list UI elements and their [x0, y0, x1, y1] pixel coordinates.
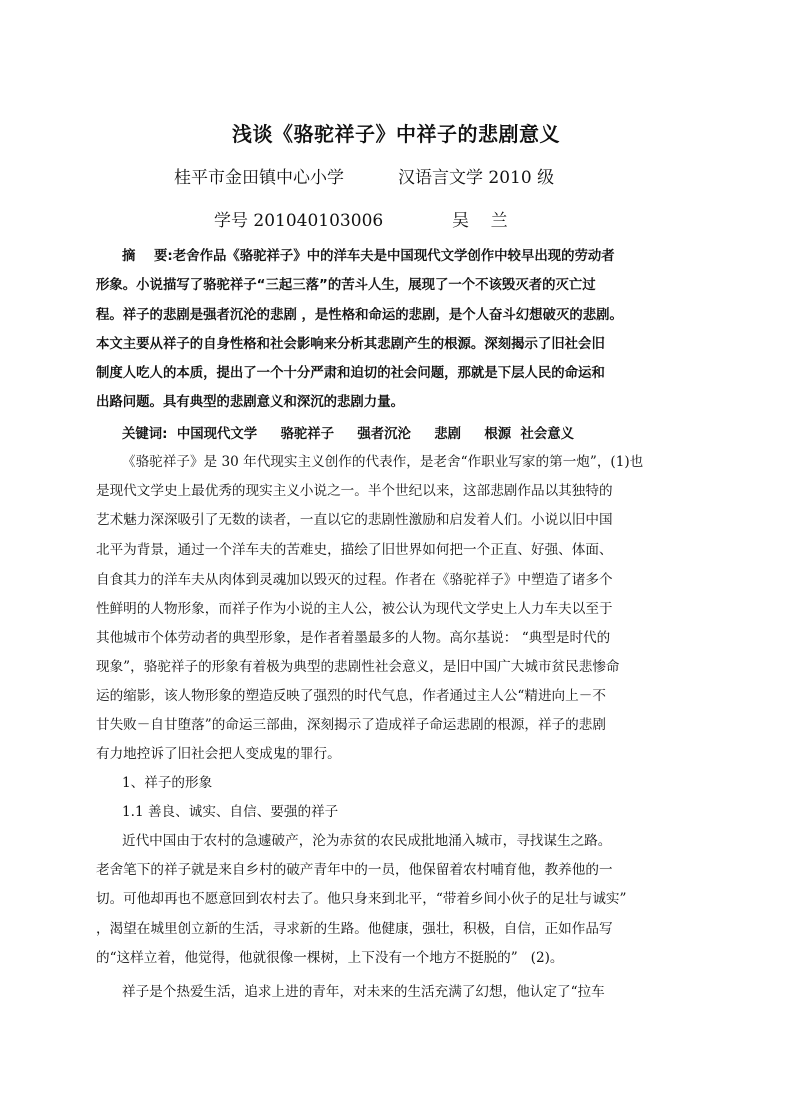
- body-line: 老舍笔下的祥子就是来自乡村的破产青年中的一员，他保留着农村哺育他，教养他的一: [96, 862, 613, 878]
- body-line: 北平为背景，通过一个洋车夫的苦难史，描绘了旧世界如何把一个正直、好强、体面、: [96, 542, 613, 558]
- abstract-line: 形象。小说描写了骆驼祥子“三起三落”的苦斗人生，展现了一个不该毁灭者的灭亡过: [96, 278, 596, 293]
- body-line: 自食其力的洋车夫从肉体到灵魂加以毁灭的过程。作者在《骆驼祥子》中塑造了诸多个: [96, 572, 613, 588]
- body-line: 运的缩影，该人物形象的塑造反映了强烈的时代气息，作者通过主人公“精进向上－不: [96, 688, 606, 704]
- keywords-line: 关键词: 中国现代文学 骆驼祥子 强者沉沦 悲剧 根源 社会意义: [122, 427, 575, 442]
- body-line: 现象”，骆驼祥子的形象有着极为典型的悲剧性社会意义，是旧中国广大城市贫民悲惨命: [96, 659, 620, 675]
- body-line: 艺术魅力深深吸引了无数的读者，一直以它的悲剧性激励和启发着人们。小说以旧中国: [96, 512, 613, 528]
- author-student-id: 学号 201040103006: [214, 211, 384, 231]
- body-line: 切。可他却再也不愿意回到农村去了。他只身来到北平，“带着乡间小伙子的足壮与诚实”: [96, 891, 627, 907]
- abstract-line: 制度人吃人的本质，提出了一个十分严肃和迫切的社会问题，那就是下层人民的命运和: [96, 366, 605, 381]
- author-name: 吴 兰: [452, 211, 508, 231]
- body-line: 其他城市个体劳动者的典型形象，是作者着墨最多的人物。高尔基说： “典型是时代的: [96, 630, 611, 646]
- body-line: 的“这样立着，他觉得，他就很像一棵树，上下没有一个地方不挺脱的” (2)。: [96, 950, 564, 966]
- abstract-line: 出路问题。具有典型的悲剧意义和深沉的悲剧力量。: [96, 395, 404, 410]
- author-school: 桂平市金田镇中心小学: [174, 168, 344, 188]
- body-line: 有力地控诉了旧社会把人变成鬼的罪行。: [96, 746, 341, 762]
- abstract-line: 程。祥子的悲剧是强者沉沦的悲剧 ，是性格和命运的悲剧，是个人奋斗幻想破灭的悲剧。: [96, 308, 623, 323]
- body-line: 祥子是个热爱生活，追求上进的青年，对未来的生活充满了幻想，他认定了“拉车: [122, 984, 605, 1000]
- page-title: 浅谈《骆驼祥子》中祥子的悲剧意义: [232, 122, 560, 146]
- body-line: ，渴望在城里创立新的生活，寻求新的生路。他健康，强壮，积极，自信，正如作品写: [96, 921, 613, 937]
- section-heading: 1、祥子的形象: [122, 775, 213, 791]
- body-line: 性鲜明的人物形象，而祥子作为小说的主人公，被公认为现代文学史上人力车夫以至于: [96, 601, 613, 617]
- abstract-line: 本文主要从祥子的自身性格和社会影响来分析其悲剧产生的根源。深刻揭示了旧社会旧: [96, 337, 605, 352]
- body-line: 是现代文学史上最优秀的现实主义小说之一。半个世纪以来，这部悲剧作品以其独特的: [96, 483, 613, 499]
- body-line: 近代中国由于农村的急遽破产，沦为赤贫的农民成批地涌入城市，寻找谋生之路。: [122, 833, 612, 849]
- body-line: 甘失败－自甘堕落”的命运三部曲，深刻揭示了造成祥子命运悲剧的根源，祥子的悲剧: [96, 717, 606, 733]
- subsection-heading: 1.1 善良、诚实、自信、要强的祥子: [122, 804, 339, 820]
- author-major: 汉语言文学 2010 级: [398, 168, 555, 188]
- abstract-line: 摘 要:老舍作品《骆驼祥子》中的洋车夫是中国现代文学创作中较早出现的劳动者: [122, 249, 615, 264]
- body-line: 《骆驼祥子》是 30 年代现实主义创作的代表作，是老舍“作职业写家的第一炮”，(1)也: [122, 454, 644, 470]
